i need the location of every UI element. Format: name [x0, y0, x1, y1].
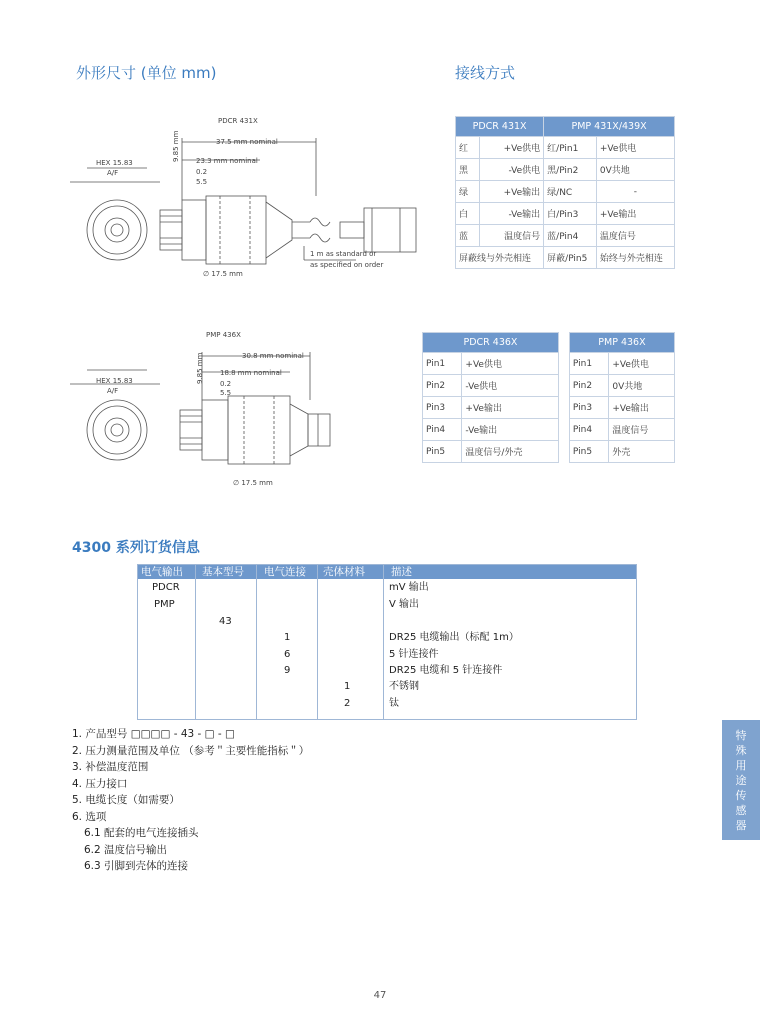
drawing1-cable-note-2: as specified on order	[310, 261, 384, 269]
table-row	[423, 419, 675, 441]
table-cell: Pin5	[423, 441, 462, 463]
drawing1-model-label: PDCR 431X	[218, 117, 258, 125]
table-cell: 0V共地	[596, 159, 674, 181]
table-cell: -Ve输出	[462, 419, 559, 441]
drawing2-dim-b: 5.5	[220, 389, 232, 397]
table-row	[456, 247, 675, 269]
table-cell: 黑	[456, 159, 480, 181]
side-tab-char: 殊	[735, 744, 747, 757]
order-desc-titanium: 钛	[389, 698, 399, 709]
order-desc-mv: mV 输出	[389, 582, 429, 593]
order-output-pmp: PMP	[154, 599, 175, 610]
table-row	[423, 375, 675, 397]
wiring2-header-pdcr: PDCR 436X	[423, 333, 559, 353]
table-cell: -	[596, 181, 674, 203]
side-tab-char: 特	[735, 729, 747, 742]
drawing1-af: A/F	[107, 169, 119, 177]
wiring1-header-pmp: PMP 431X/439X	[544, 117, 675, 137]
note-6-1: 6.1 配套的电气连接插头	[84, 827, 199, 839]
table-cell: Pin3	[569, 397, 608, 419]
drawing2-dim-a: 0.2	[220, 380, 232, 388]
order-model-43: 43	[219, 616, 232, 627]
table-cell: Pin4	[423, 419, 462, 441]
note-5: 5. 电缆长度（如需要）	[72, 794, 180, 806]
drawing1-dim-a: 0.2	[196, 168, 208, 176]
table-cell: 外壳	[609, 441, 675, 463]
drawing1-height: 9.85 mm	[172, 130, 180, 162]
drawing1-length: 37.5 mm nominal	[216, 138, 278, 146]
table-cell: 温度信号	[609, 419, 675, 441]
table-cell: +Ve供电	[479, 137, 544, 159]
order-desc-5pin: 5 针连接件	[389, 649, 439, 660]
order-housing-2: 2	[344, 698, 351, 709]
table-cell: 蓝	[456, 225, 480, 247]
table-cell: Pin5	[569, 441, 608, 463]
drawing2-height: 9.85 mm	[196, 352, 204, 384]
table-cell: +Ve供电	[462, 353, 559, 375]
table-row	[456, 137, 675, 159]
order-header-model: 基本型号	[202, 566, 244, 578]
order-desc-stainless: 不锈钢	[389, 681, 419, 692]
order-notes	[72, 726, 309, 875]
table-row	[423, 353, 675, 375]
order-connection-1: 1	[284, 632, 291, 643]
drawing2-diameter: ∅ 17.5 mm	[233, 479, 273, 487]
table-cell: 0V共地	[609, 375, 675, 397]
table-cell: 始终与外壳相连	[596, 247, 674, 269]
table-cell: +Ve输出	[479, 181, 544, 203]
order-table	[137, 564, 637, 720]
table-cell: Pin1	[423, 353, 462, 375]
table-cell: +Ve供电	[596, 137, 674, 159]
table-cell: 温度信号	[479, 225, 544, 247]
table-cell: 白	[456, 203, 480, 225]
table-row	[456, 225, 675, 247]
table-row	[456, 181, 675, 203]
wiring-table-431x	[455, 116, 675, 269]
table-cell: 白/Pin3	[544, 203, 597, 225]
table-cell: 绿	[456, 181, 480, 203]
wiring2-header-pmp: PMP 436X	[569, 333, 674, 353]
side-tab-char: 途	[735, 774, 747, 787]
drawing1-dim-b: 5.5	[196, 178, 208, 186]
dimension-drawing-pmp436x	[60, 330, 350, 480]
order-header-description: 描述	[391, 566, 412, 578]
drawing2-model-label: PMP 436X	[206, 331, 241, 339]
drawing1-cable-note-1: 1 m as standard or	[310, 250, 377, 258]
drawing2-length: 30.8 mm nominal	[242, 352, 304, 360]
table-cell: -Ve输出	[479, 203, 544, 225]
table-cell: -Ve供电	[462, 375, 559, 397]
table-cell: +Ve输出	[609, 397, 675, 419]
side-tab-char: 感	[735, 804, 747, 817]
table-cell: Pin4	[569, 419, 608, 441]
order-connection-6: 6	[284, 649, 291, 660]
note-2: 2. 压力测量范围及单位 （参考＂主要性能指标＂）	[72, 744, 310, 757]
order-desc-v: V 输出	[389, 599, 420, 610]
order-table-header	[138, 565, 636, 579]
order-header-housing: 壳体材料	[323, 566, 365, 578]
order-header-connection: 电气连接	[264, 566, 306, 578]
table-row	[456, 203, 675, 225]
note-6: 6. 选项	[72, 810, 107, 823]
note-3: 3. 补偿温度范围	[72, 761, 149, 773]
side-tab-char: 用	[735, 759, 747, 772]
table-cell: Pin1	[569, 353, 608, 375]
table-row	[423, 441, 675, 463]
table-row	[456, 159, 675, 181]
note-4: 4. 压力接口	[72, 777, 128, 790]
table-cell: 红	[456, 137, 480, 159]
section-title-wiring: 接线方式	[455, 64, 516, 82]
table-cell: 温度信号/外壳	[462, 441, 559, 463]
table-cell: +Ve输出	[462, 397, 559, 419]
table-cell: +Ve输出	[596, 203, 674, 225]
section-title-dimensions: 外形尺寸 (单位 mm)	[76, 64, 217, 82]
table-row	[423, 397, 675, 419]
drawing2-length2: 18.8 mm nominal	[220, 369, 282, 377]
section-title-ordering: 4300 系列订货信息	[72, 540, 200, 556]
table-cell: +Ve供电	[609, 353, 675, 375]
table-cell: 黑/Pin2	[544, 159, 597, 181]
drawing2-af: A/F	[107, 387, 119, 395]
order-output-pdcr: PDCR	[152, 582, 180, 593]
note-1: 1. 产品型号 □□□□ - 43 - □ - □	[72, 728, 235, 740]
side-tab-char: 器	[735, 819, 747, 832]
wiring-table-436x	[422, 332, 675, 463]
table-cell: 温度信号	[596, 225, 674, 247]
table-cell: Pin2	[423, 375, 462, 397]
table-cell: 绿/NC	[544, 181, 597, 203]
table-cell: 蓝/Pin4	[544, 225, 597, 247]
drawing1-diameter: ∅ 17.5 mm	[203, 270, 243, 278]
order-header-output: 电气输出	[141, 566, 183, 578]
order-desc-dr25-5pin: DR25 电缆和 5 针连接件	[389, 665, 503, 676]
order-connection-9: 9	[284, 665, 291, 676]
table-cell: 屏蔽线与外壳相连	[456, 247, 544, 269]
table-cell: -Ve供电	[479, 159, 544, 181]
drawing1-length2: 23.3 mm nominal	[196, 157, 258, 165]
table-cell: 屏蔽/Pin5	[544, 247, 597, 269]
table-cell: 红/Pin1	[544, 137, 597, 159]
table-cell: Pin3	[423, 397, 462, 419]
drawing2-hex: HEX 15.83	[96, 377, 133, 385]
order-desc-dr25: DR25 电缆输出（标配 1m）	[389, 632, 519, 643]
table-cell: Pin2	[569, 375, 608, 397]
side-category-tab	[722, 720, 760, 840]
order-housing-1: 1	[344, 681, 351, 692]
drawing1-hex: HEX 15.83	[96, 159, 133, 167]
wiring1-header-pdcr: PDCR 431X	[456, 117, 544, 137]
note-6-3: 6.3 引脚到壳体的连接	[84, 860, 189, 872]
page-number: 47	[373, 990, 387, 1001]
note-6-2: 6.2 温度信号输出	[84, 843, 168, 856]
side-tab-char: 传	[735, 789, 747, 802]
